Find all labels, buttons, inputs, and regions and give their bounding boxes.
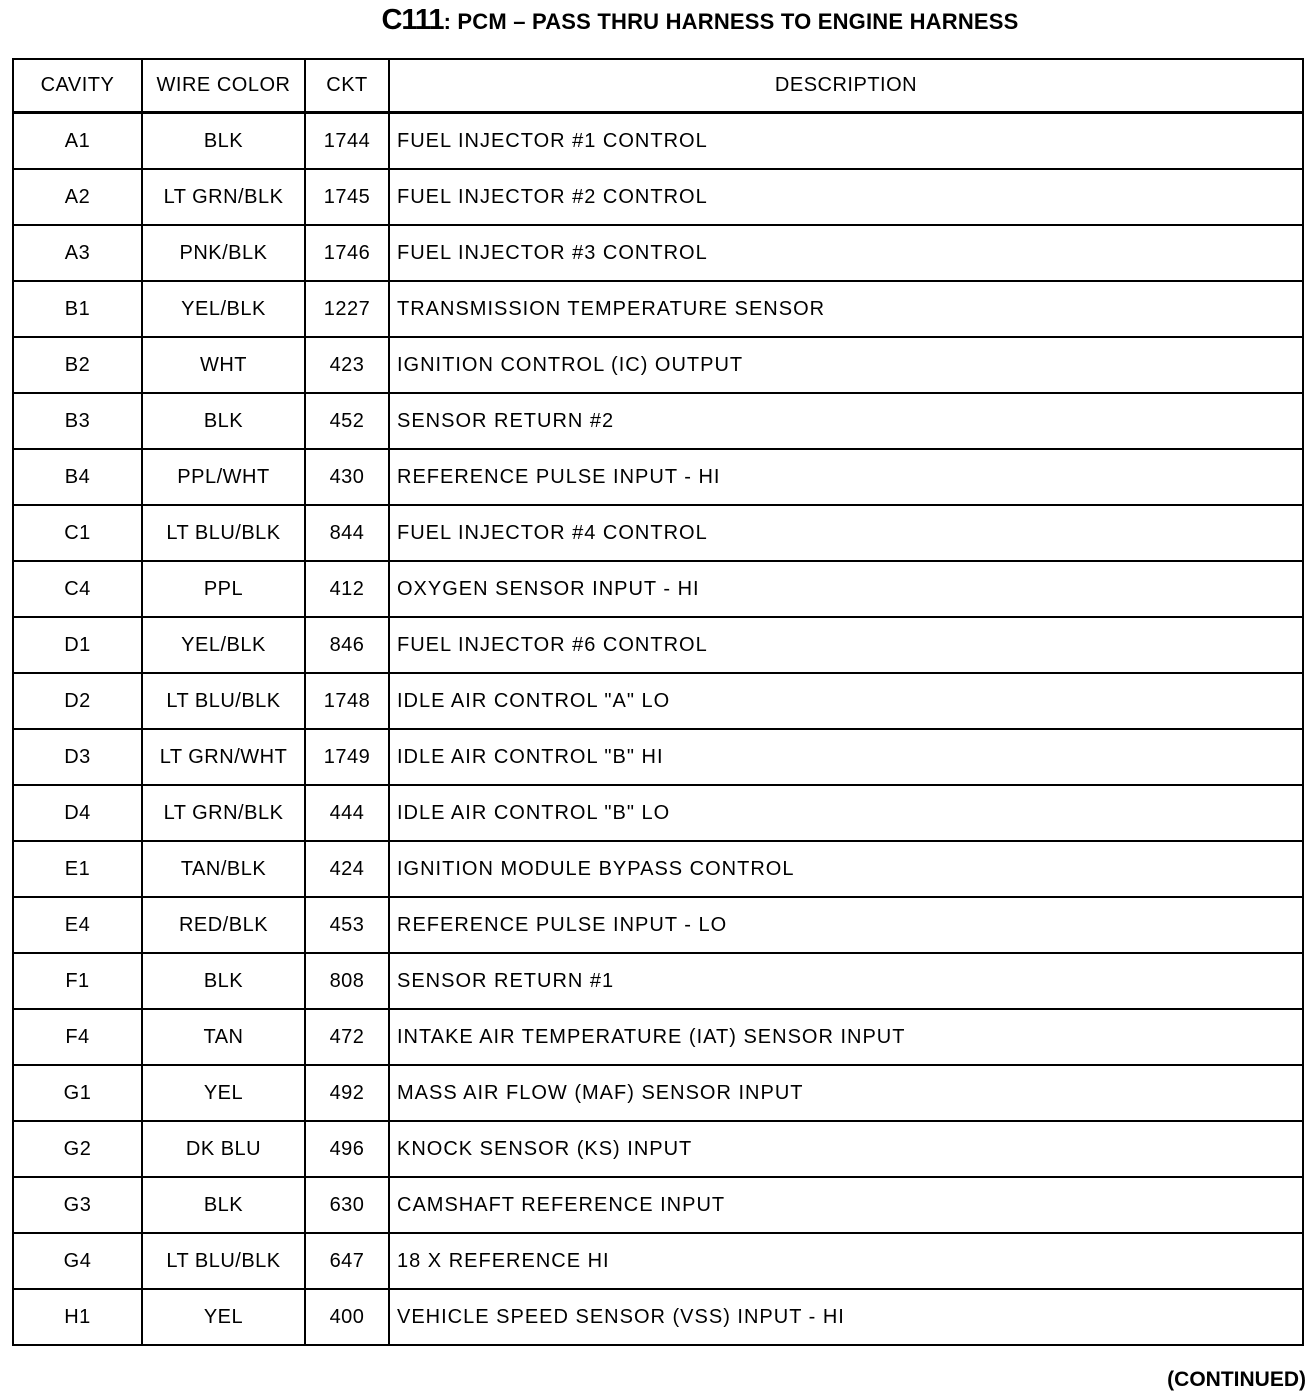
table-row — [13, 169, 1303, 225]
wire-color-cell: YEL — [142, 1065, 305, 1121]
wire-color-cell: PPL — [142, 561, 305, 617]
description-cell: IDLE AIR CONTROL "A" LO — [389, 673, 1303, 729]
description-cell: SENSOR RETURN #1 — [389, 953, 1303, 1009]
ckt-cell: 430 — [305, 449, 389, 505]
header-wire-color: WIRE COLOR — [142, 59, 305, 113]
cavity-cell: F1 — [13, 953, 142, 1009]
ckt-cell: 647 — [305, 1233, 389, 1289]
ckt-cell: 424 — [305, 841, 389, 897]
wire-color-cell: DK BLU — [142, 1121, 305, 1177]
ckt-cell: 1744 — [305, 113, 389, 170]
table-row — [13, 1009, 1303, 1065]
table-row — [13, 617, 1303, 673]
ckt-cell: 808 — [305, 953, 389, 1009]
connector-id: C111 — [381, 4, 444, 36]
ckt-cell: 1746 — [305, 225, 389, 281]
description-cell: IDLE AIR CONTROL "B" LO — [389, 785, 1303, 841]
description-cell: OXYGEN SENSOR INPUT - HI — [389, 561, 1303, 617]
wire-color-cell: BLK — [142, 113, 305, 170]
ckt-cell: 496 — [305, 1121, 389, 1177]
cavity-cell: C4 — [13, 561, 142, 617]
description-cell: FUEL INJECTOR #2 CONTROL — [389, 169, 1303, 225]
cavity-cell: A2 — [13, 169, 142, 225]
wire-color-cell: YEL — [142, 1289, 305, 1345]
table-row — [13, 1233, 1303, 1289]
table-row — [13, 953, 1303, 1009]
description-cell: FUEL INJECTOR #1 CONTROL — [389, 113, 1303, 170]
wire-color-cell: YEL/BLK — [142, 617, 305, 673]
wire-color-cell: TAN/BLK — [142, 841, 305, 897]
wire-color-cell: WHT — [142, 337, 305, 393]
table-row — [13, 449, 1303, 505]
wire-color-cell: PPL/WHT — [142, 449, 305, 505]
ckt-cell: 444 — [305, 785, 389, 841]
description-cell: SENSOR RETURN #2 — [389, 393, 1303, 449]
table-row — [13, 113, 1303, 170]
wire-color-cell: LT BLU/BLK — [142, 505, 305, 561]
wire-color-cell: TAN — [142, 1009, 305, 1065]
table-row — [13, 1121, 1303, 1177]
description-cell: KNOCK SENSOR (KS) INPUT — [389, 1121, 1303, 1177]
description-cell: CAMSHAFT REFERENCE INPUT — [389, 1177, 1303, 1233]
ckt-cell: 1227 — [305, 281, 389, 337]
ckt-cell: 412 — [305, 561, 389, 617]
table-row — [13, 897, 1303, 953]
header-ckt: CKT — [305, 59, 389, 113]
table-row — [13, 785, 1303, 841]
wire-color-cell: RED/BLK — [142, 897, 305, 953]
table-body — [13, 113, 1303, 1346]
ckt-cell: 630 — [305, 1177, 389, 1233]
wire-color-cell: LT BLU/BLK — [142, 1233, 305, 1289]
cavity-cell: A1 — [13, 113, 142, 170]
header-cavity: CAVITY — [13, 59, 142, 113]
ckt-cell: 492 — [305, 1065, 389, 1121]
cavity-cell: G3 — [13, 1177, 142, 1233]
ckt-cell: 1749 — [305, 729, 389, 785]
wire-color-cell: BLK — [142, 953, 305, 1009]
cavity-cell: G2 — [13, 1121, 142, 1177]
description-cell: REFERENCE PULSE INPUT - HI — [389, 449, 1303, 505]
cavity-cell: A3 — [13, 225, 142, 281]
table-row — [13, 337, 1303, 393]
cavity-cell: G4 — [13, 1233, 142, 1289]
table-row — [13, 1065, 1303, 1121]
table-row — [13, 673, 1303, 729]
continued-note: (CONTINUED) — [1167, 1368, 1306, 1391]
table-row — [13, 561, 1303, 617]
description-cell: FUEL INJECTOR #6 CONTROL — [389, 617, 1303, 673]
ckt-cell: 472 — [305, 1009, 389, 1065]
table-row — [13, 1289, 1303, 1345]
description-cell: IDLE AIR CONTROL "B" HI — [389, 729, 1303, 785]
description-cell: 18 X REFERENCE HI — [389, 1233, 1303, 1289]
cavity-cell: F4 — [13, 1009, 142, 1065]
description-cell: FUEL INJECTOR #3 CONTROL — [389, 225, 1303, 281]
cavity-cell: B4 — [13, 449, 142, 505]
title-text: PCM – PASS THRU HARNESS TO ENGINE HARNESS — [457, 9, 1019, 34]
wire-color-cell: BLK — [142, 1177, 305, 1233]
table-row — [13, 225, 1303, 281]
ckt-cell: 846 — [305, 617, 389, 673]
wire-color-cell: PNK/BLK — [142, 225, 305, 281]
ckt-cell: 453 — [305, 897, 389, 953]
wire-color-cell: LT GRN/BLK — [142, 169, 305, 225]
cavity-cell: B3 — [13, 393, 142, 449]
cavity-cell: H1 — [13, 1289, 142, 1345]
header-description: DESCRIPTION — [389, 59, 1303, 113]
ckt-cell: 1745 — [305, 169, 389, 225]
ckt-cell: 400 — [305, 1289, 389, 1345]
cavity-cell: D1 — [13, 617, 142, 673]
wire-color-cell: YEL/BLK — [142, 281, 305, 337]
table-row — [13, 281, 1303, 337]
description-cell: TRANSMISSION TEMPERATURE SENSOR — [389, 281, 1303, 337]
table-row — [13, 729, 1303, 785]
table-row — [13, 393, 1303, 449]
description-cell: IGNITION CONTROL (IC) OUTPUT — [389, 337, 1303, 393]
ckt-cell: 1748 — [305, 673, 389, 729]
description-cell: FUEL INJECTOR #4 CONTROL — [389, 505, 1303, 561]
description-cell: MASS AIR FLOW (MAF) SENSOR INPUT — [389, 1065, 1303, 1121]
ckt-cell: 844 — [305, 505, 389, 561]
description-cell: REFERENCE PULSE INPUT - LO — [389, 897, 1303, 953]
ckt-cell: 452 — [305, 393, 389, 449]
cavity-cell: G1 — [13, 1065, 142, 1121]
cavity-cell: D3 — [13, 729, 142, 785]
description-cell: VEHICLE SPEED SENSOR (VSS) INPUT - HI — [389, 1289, 1303, 1345]
page-title — [0, 4, 1312, 37]
wire-color-cell: LT GRN/WHT — [142, 729, 305, 785]
table-row — [13, 1177, 1303, 1233]
wire-color-cell: BLK — [142, 393, 305, 449]
cavity-cell: E4 — [13, 897, 142, 953]
connector-pinout-table — [12, 58, 1304, 1346]
cavity-cell: C1 — [13, 505, 142, 561]
wire-color-cell: LT GRN/BLK — [142, 785, 305, 841]
wire-color-cell: LT BLU/BLK — [142, 673, 305, 729]
table-header-row — [13, 59, 1303, 113]
cavity-cell: D4 — [13, 785, 142, 841]
description-cell: IGNITION MODULE BYPASS CONTROL — [389, 841, 1303, 897]
table-row — [13, 841, 1303, 897]
cavity-cell: B1 — [13, 281, 142, 337]
title-separator: : — [443, 9, 452, 34]
ckt-cell: 423 — [305, 337, 389, 393]
table-row — [13, 505, 1303, 561]
cavity-cell: D2 — [13, 673, 142, 729]
description-cell: INTAKE AIR TEMPERATURE (IAT) SENSOR INPUT — [389, 1009, 1303, 1065]
cavity-cell: E1 — [13, 841, 142, 897]
cavity-cell: B2 — [13, 337, 142, 393]
